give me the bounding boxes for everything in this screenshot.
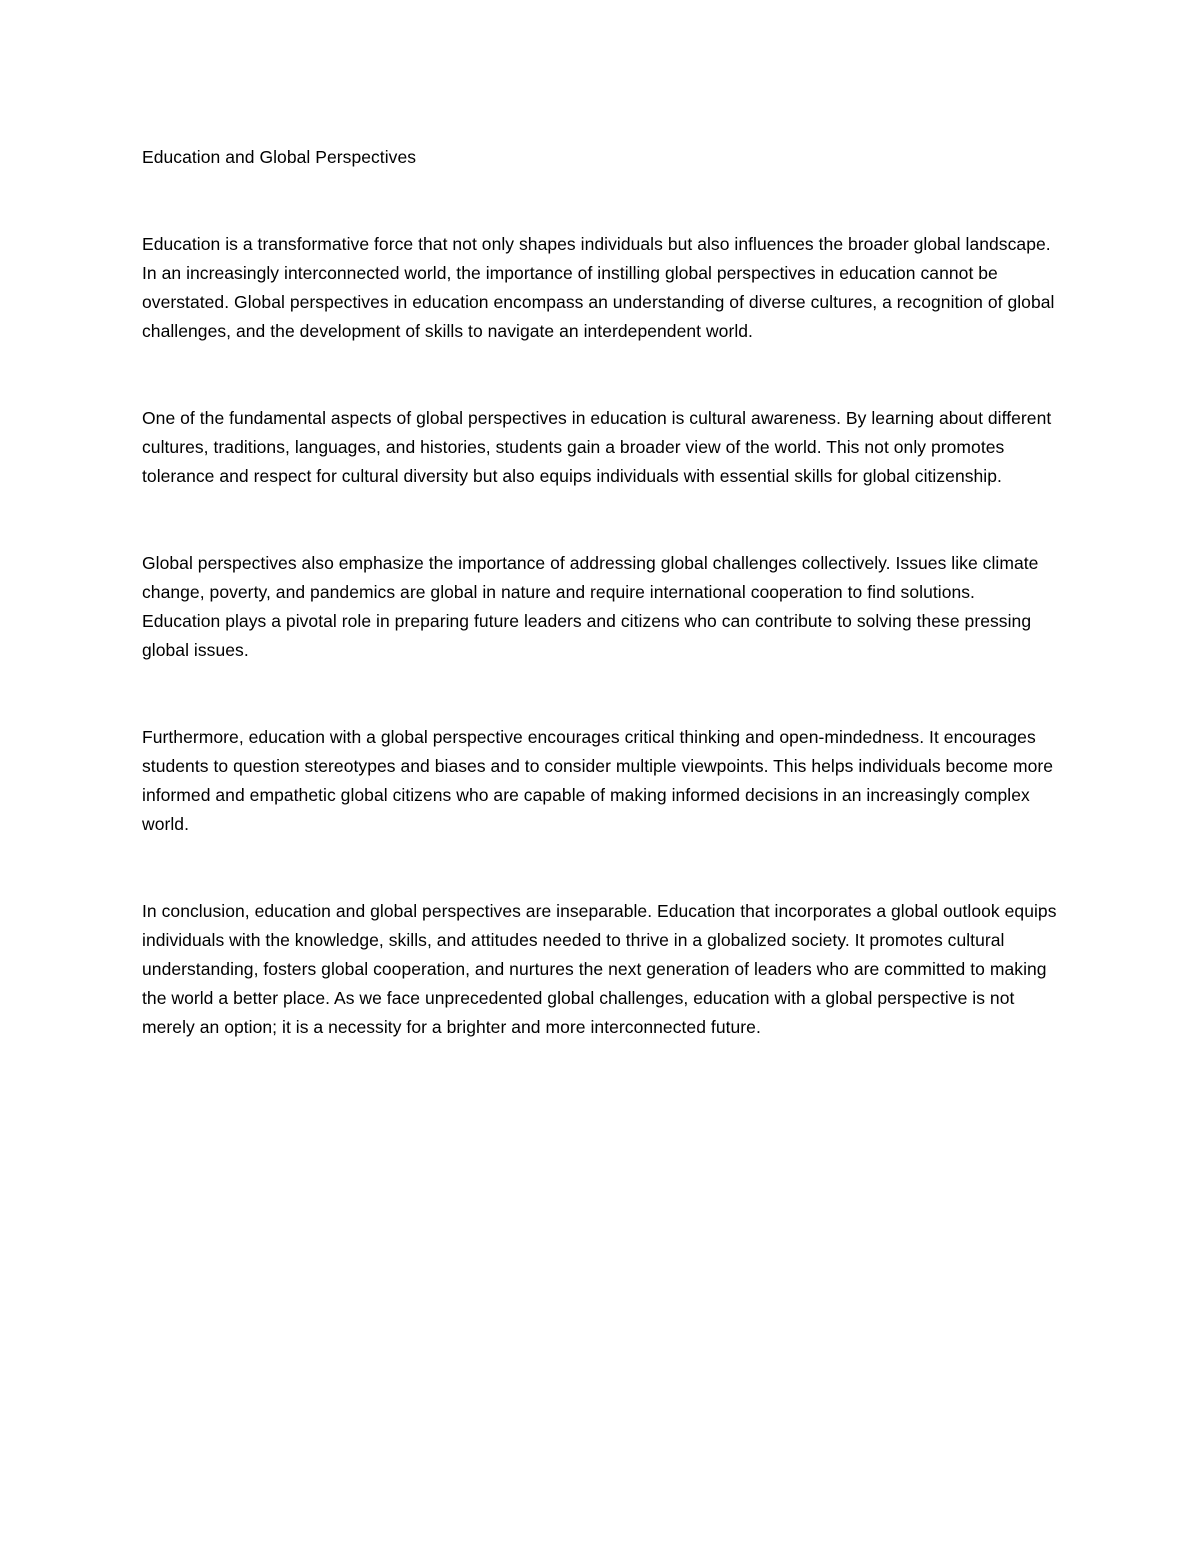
paragraph-global-challenges: Global perspectives also emphasize the importance of addressing global challenges collectively. Issues like climate change, poverty, and pandemics are global in nature and require international cooperation to find solutions. Education plays a pivotal role in preparing future leaders and citizens who can contribute to solving these pressing global issues. <box>142 553 1039 660</box>
paragraph-conclusion: In conclusion, education and global perspectives are inseparable. Education that incorporates a global outlook equips individuals with the knowledge, skills, and attitudes needed to thrive in a globalized society. It promotes cultural understanding, fosters global cooperation, and nurtures the next generation of leaders who are committed to making the world a better place. As we face unprecedented global challenges, education with a global perspective is not merely an option; it is a necessity for a brighter and more interconnected future. <box>142 901 1057 1037</box>
paragraph-cultural-awareness: One of the fundamental aspects of global perspectives in education is cultural awareness. By learning about different cultures, traditions, languages, and histories, students gain a broader view of the world. This not only promotes tolerance and respect for cultural diversity but also equips individuals with essential skills for global citizenship. <box>142 408 1052 486</box>
document-body <box>142 143 1057 1042</box>
paragraph-critical-thinking: Furthermore, education with a global perspective encourages critical thinking and open-mindedness. It encourages students to question stereotypes and biases and to consider multiple viewpoints. This helps individuals become more informed and empathetic global citizens who are capable of making informed decisions in an increasingly complex world. <box>142 727 1054 834</box>
paragraph-introduction: Education is a transformative force that not only shapes individuals but also influences the broader global landscape. In an increasingly interconnected world, the importance of instilling global perspectives in education cannot be overstated. Global perspectives in education encompass an understanding of diverse cultures, a recognition of global challenges, and the development of skills to navigate an interdependent world. <box>142 234 1055 341</box>
document-title: Education and Global Perspectives <box>142 147 417 167</box>
